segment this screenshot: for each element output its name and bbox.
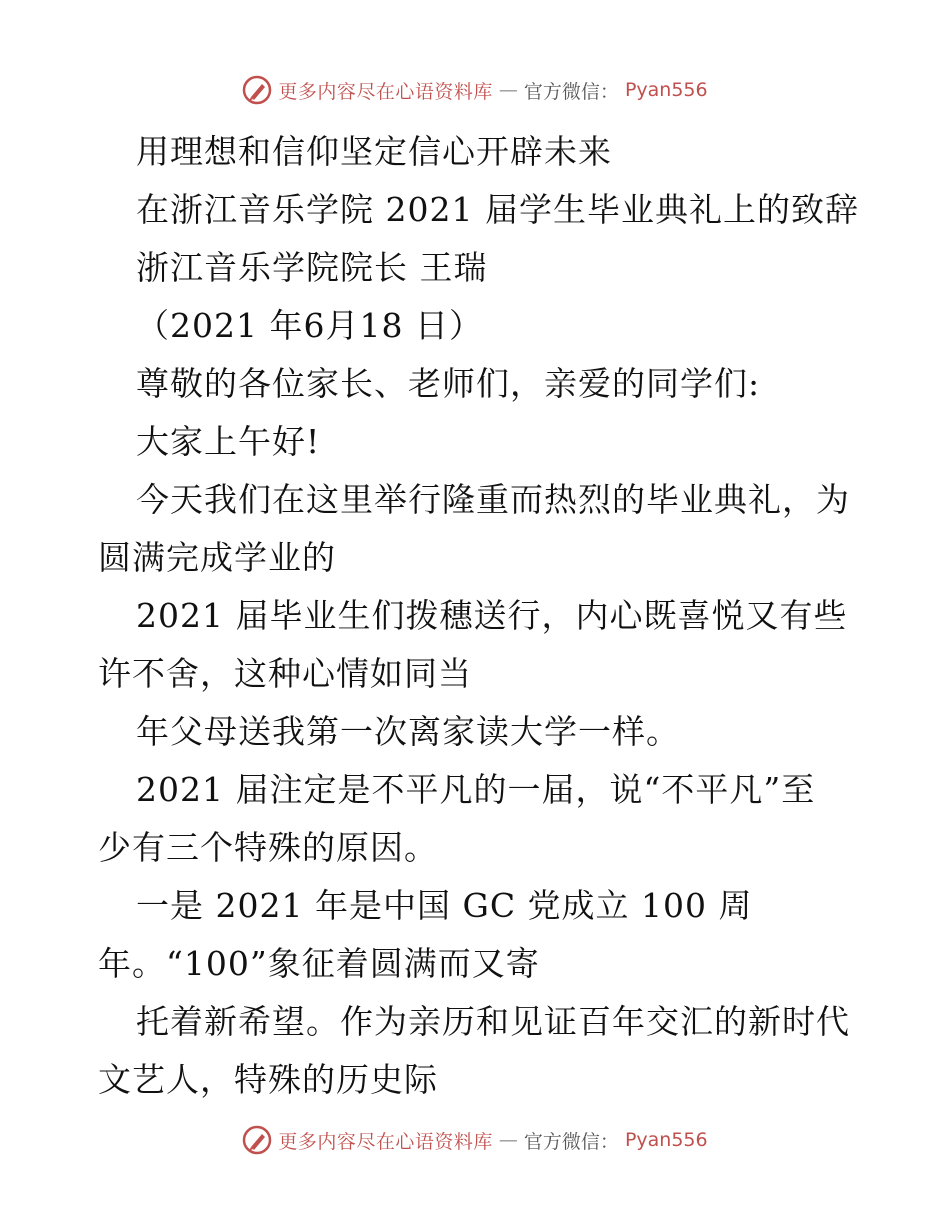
document-body	[98, 123, 858, 1109]
banner-text: 更多内容尽在心语资料库	[278, 1130, 493, 1153]
banner-label: 官方微信：	[523, 80, 619, 103]
text-line: 文艺人，特殊的历史际	[98, 1060, 438, 1099]
doc-author: 浙江音乐学院院长 王瑞	[136, 248, 488, 287]
banner-wechat-id: Pyan556	[624, 79, 708, 101]
doc-title: 用理想和信仰坚定信心开辟未来	[136, 132, 612, 171]
text-line: 尊敬的各位家长、老师们，亲爱的同学们:	[136, 364, 761, 403]
banner-dash: —	[498, 1129, 518, 1151]
text-line: 大家上午好!	[136, 422, 321, 461]
text-line: 年父母送我第一次离家读大学一样。	[136, 712, 680, 751]
text-line: 2021 届注定是不平凡的一届，说“不平凡”至	[136, 770, 816, 809]
text-line: 许不舍，这种心情如同当	[98, 654, 472, 693]
text-line: 少有三个特殊的原因。	[98, 828, 438, 867]
banner-dash: —	[498, 79, 518, 101]
text-line: 托着新希望。作为亲历和见证百年交汇的新时代	[136, 1002, 850, 1041]
text-line: 圆满完成学业的	[98, 538, 336, 577]
text-line: 年。“100”象征着圆满而又寄	[98, 944, 540, 983]
banner-label: 官方微信：	[523, 1130, 619, 1153]
text-line: 一是 2021 年是中国 GC 党成立 100 周	[136, 886, 753, 925]
text-line: 2021 届毕业生们拨穗送行，内心既喜悦又有些	[136, 596, 848, 635]
text-line: 今天我们在这里举行隆重而热烈的毕业典礼，为	[136, 480, 850, 519]
banner-wechat-id: Pyan556	[624, 1129, 708, 1151]
footer-watermark	[0, 1123, 950, 1157]
doc-date: （2021 年6月18 日）	[136, 306, 483, 345]
doc-subtitle: 在浙江音乐学院 2021 届学生毕业典礼上的致辞	[136, 190, 859, 229]
header-watermark	[0, 73, 950, 107]
pen-logo-icon	[242, 1125, 272, 1155]
banner-text: 更多内容尽在心语资料库	[278, 80, 493, 103]
pen-logo-icon	[242, 75, 272, 105]
